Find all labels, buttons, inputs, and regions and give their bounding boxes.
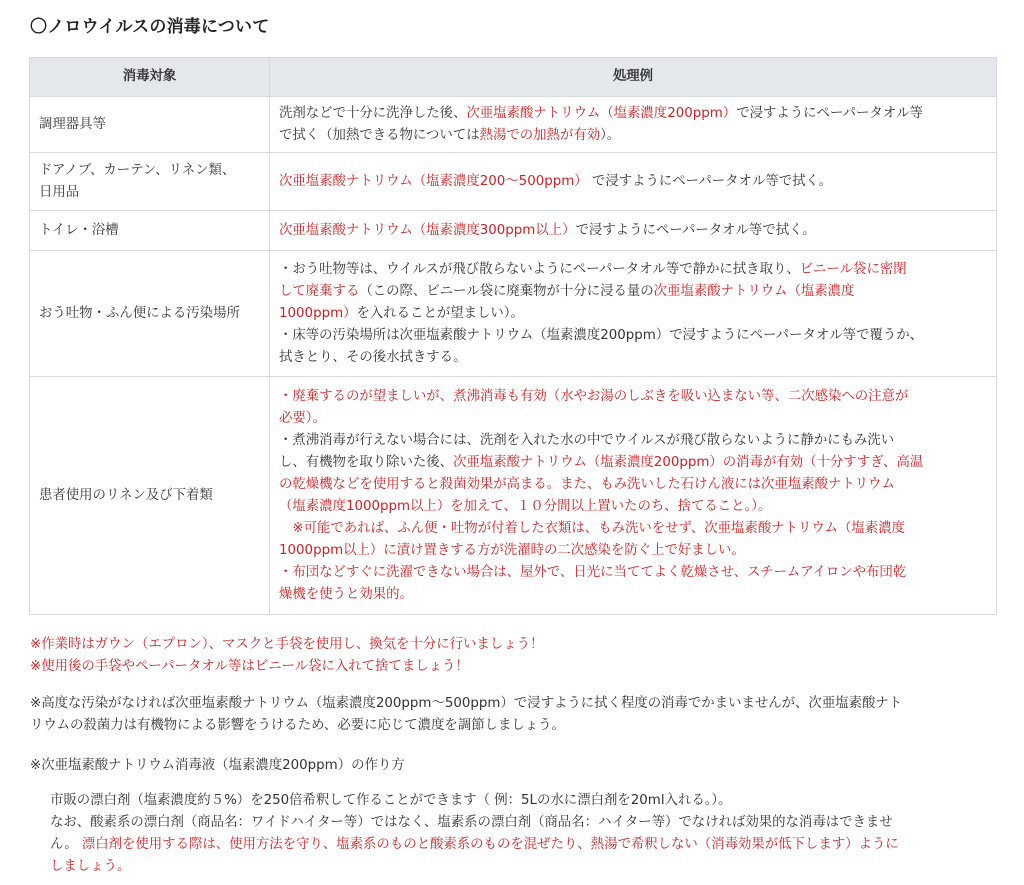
highlight-text: 次亜塩素酸ナトリウム（塩素濃度200〜500ppm） [279,173,588,189]
row-target: おう吐物・ふん便による汚染場所 [30,251,270,377]
body-text: で浸すようにペーパータオル等で拭く。 [587,173,833,189]
highlight-text: ビニール袋に密閉 [799,261,907,277]
table-row [30,153,997,211]
text-line [279,303,990,325]
table-row [30,251,997,377]
row-example [270,211,997,251]
row-target [30,153,270,211]
table-row [30,377,997,615]
warning-notes [30,634,1000,678]
highlight-text: ・布団などすぐに洗濯できない場合は、屋外で、日光に当ててよく乾燥させ、スチームアイロンや布団乾 [279,564,907,580]
concentration-note [30,693,1000,737]
text-line [279,125,990,147]
body-text: ・おう吐物等は、ウイルスが飛び散らないようにペーパータオル等で静かに拭き取り、 [279,261,800,277]
text-line [50,812,1020,834]
highlight-text: 次亜塩素酸ナトリウム（塩素濃度200ppm） [466,105,737,121]
highlight-text: 熱湯での加熱が有効 [479,127,601,143]
body-text: 洗剤などで十分に洗浄した後、 [279,105,467,121]
note-line: ※高度な汚染がなければ次亜塩素酸ナトリウム（塩素濃度200ppm〜500ppm）で浸すように拭く程度の消毒でかまいませんが、次亜塩素酸ナト [30,696,903,711]
body-text: ・床等の汚染場所は次亜塩素酸ナトリウム（塩素濃度200ppm）で浸すようにペーパータオル等で覆うか、 [279,327,923,343]
highlight-text: 1000ppm以上）に漬け置きする方が洗濯時の二次感染を防ぐ上で好ましい。 [279,542,745,558]
highlight-text: しましょう。 [50,859,131,874]
row-target: 調理器具等 [30,97,270,153]
text-line [279,408,990,430]
text-line [279,540,990,562]
highlight-text: 次亜塩素酸ナトリウム（塩素濃度200ppm）の消毒が有効（十分すすぎ、高温 [453,454,924,470]
highlight-text: 次亜塩素酸ナトリウム（塩素濃度 [653,283,855,299]
row-example [270,251,997,377]
howto-body [30,790,1020,878]
highlight-text: して廃棄する [279,283,360,299]
text-line [50,834,1020,856]
text-line [279,562,990,584]
highlight-text: 必要）。 [279,410,326,426]
highlight-text: の乾燥機などを使用すると殺菌効果が高まる。また、もみ洗いした石けん液には次亜塩素酸ナトリウム [279,476,895,492]
text-line [50,790,1020,812]
text-line [279,103,990,125]
text-line [279,386,990,408]
row-target: トイレ・浴槽 [30,211,270,251]
text-line [279,430,990,452]
body-text: なお、酸素系の漂白剤（商品名：ワイドハイター等）ではなく、塩素系の漂白剤（商品名：ハイター等）でなければ効果的な消毒はできませ [50,815,893,830]
text-line [279,496,990,518]
body-text: 市販の漂白剤（塩素濃度約５%）を250倍希釈して作ることができます（ 例：5Lの水に漂白剤を20ml入れる。）。 [50,793,732,808]
text-line [279,281,990,303]
text-line [279,452,990,474]
body-text: を入れることが望ましい）。 [356,305,524,321]
table-row [30,211,997,251]
text-line [50,856,1020,878]
text-line [279,474,990,496]
table-row [30,97,997,153]
table-header-row [30,58,997,97]
row-example [270,97,997,153]
body-text: 拭きとり、その後水拭きする。 [279,349,467,365]
page-title: 〇ノロウイルスの消毒について [30,17,270,37]
row-example [270,153,997,211]
row-target-line: 日用品 [39,184,80,200]
body-text: し、有機物を取り除いた後、 [279,454,454,470]
text-line [279,325,990,347]
highlight-text: 次亜塩素酸ナトリウム（塩素濃度300ppm以上） [279,222,576,238]
row-example [270,377,997,615]
row-target: 患者使用のリネン及び下着類 [30,377,270,615]
body-text: （この際、ビニール袋に廃棄物が十分に浸る量の [359,283,654,299]
howto-heading: ※次亜塩素酸ナトリウム消毒液（塩素濃度200ppm）の作り方 [30,758,405,773]
body-text: で浸すようにペーパータオル等で拭く。 [575,222,816,238]
text-line [279,518,990,540]
body-text: ・煮沸消毒が行えない場合には、洗剤を入れた水の中でウイルスが飛び散らないように静かにもみ洗い [279,432,895,448]
text-line [279,259,990,281]
highlight-text: 燥機を使うと効果的。 [279,586,413,602]
disinfection-table [29,57,997,615]
row-target-line: ドアノブ、カーテン、リネン類、 [39,162,236,178]
highlight-text: 漂白剤を使用する際は、使用方法を守り、 [81,837,337,852]
highlight-text: 塩素系のものと酸素系のものを混ぜたり、熱湯で希釈しない（消毒効果が低下します）ように [336,837,899,852]
text-line [279,584,990,606]
header-target: 消毒対象 [30,58,270,97]
warning-line: ※使用後の手袋やペーパータオル等はビニール袋に入れて捨てましょう！ [30,659,469,674]
highlight-text: ※可能であれば、ふん便・吐物が付着した衣類は、もみ洗いをせず、次亜塩素酸ナトリウム（塩素濃度 [279,520,905,536]
highlight-text: （塩素濃度1000ppm以上）を加えて、１０分間以上置いたのち、捨てること。）。 [279,498,772,514]
body-text: ）。 [600,127,621,143]
header-example: 処理例 [270,58,997,97]
highlight-text: ・廃棄するのが望ましいが、煮沸消毒も有効（水やお湯のしぶきを吸い込まない等、二次感染への注意が [279,388,909,404]
text-line [279,220,990,242]
text-line [279,171,990,193]
warning-line: ※作業時はガウン（エプロン）、マスクと手袋を使用し、換気を十分に行いましょう！ [30,637,544,652]
body-text: で拭く（加熱できる物については [279,127,480,143]
text-line [279,347,990,369]
note-line: リウムの殺菌力は有機物による影響をうけるため、必要に応じて濃度を調節しましょう。 [30,718,565,733]
highlight-text: 1000ppm） [279,305,357,321]
body-text: で浸すようにペーパータオル等 [736,105,923,121]
body-text: ん。 [50,837,82,852]
